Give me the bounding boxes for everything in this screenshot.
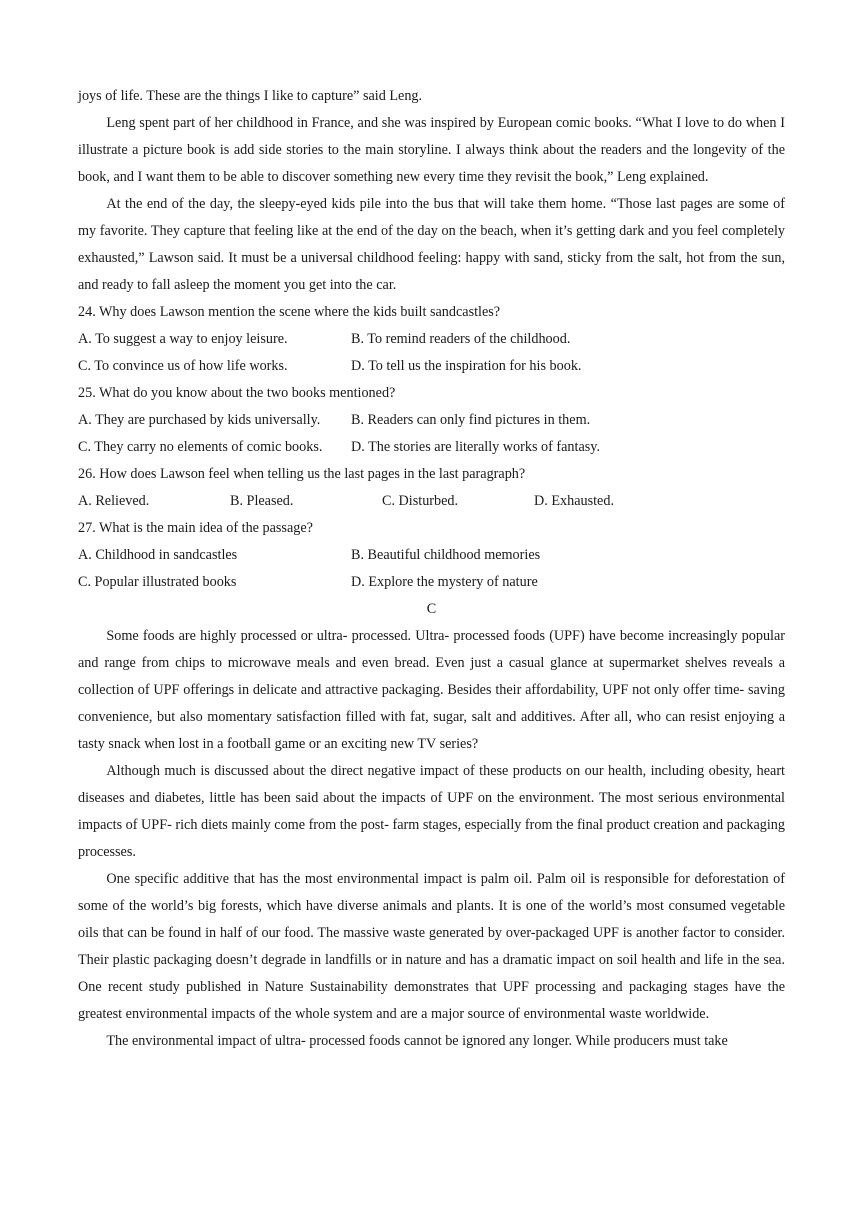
option-a: A. Childhood in sandcastles xyxy=(78,547,238,563)
option-b: B. Beautiful childhood memories xyxy=(351,547,541,563)
passage-b-paragraph: Leng spent part of her childhood in France, and she was inspired by European comic books. “What I love to do when I illustrate a picture book is add side stories to the main storyline. I always think about the readers and the longevity of the book, and I want them to be able to discover something new every time they revisit the book,” Leng explained. xyxy=(78,115,785,185)
option-d: D. The stories are literally works of fantasy. xyxy=(351,439,600,455)
option-a: A. To suggest a way to enjoy leisure. xyxy=(78,331,288,347)
passage-c-paragraph: One specific additive that has the most environmental impact is palm oil. Palm oil is responsible for deforestation of some of the world’s big forests, which have diverse animals and plants. It is one of the world’s most consumed vegetable oils that can be found in half of our food. The massive waste generated by over-packaged UPF is another factor to consider. Their plastic packaging doesn’t degrade in landfills or in nature and has a dramatic impact on soil health and life in the sea. One recent study published in Nature Sustainability demonstrates that UPF processing and packaging stages have the greatest environmental impacts of the whole system and are a major source of environmental waste worldwide. xyxy=(78,871,785,1022)
question-stem: 25. What do you know about the two books mentioned? xyxy=(78,385,396,401)
option-a: A. Relieved. xyxy=(78,493,150,509)
exam-page xyxy=(78,83,785,1055)
option-c: C. To convince us of how life works. xyxy=(78,358,288,374)
passage-c-paragraph: Some foods are highly processed or ultra- processed. Ultra- processed foods (UPF) have become increasingly popular and range from chips to microwave meals and even bread. Even just a casual glance at supermarket shelves reveals a collection of UPF offerings in delicate and attractive packaging. Besides their affordability, UPF not only offer time- saving convenience, but also momentary satisfaction filled with fat, sugar, salt and additives. After all, who can resist enjoying a tasty snack when lost in a football game or an exciting new TV series? xyxy=(78,628,785,752)
question-stem: 24. Why does Lawson mention the scene where the kids built sandcastles? xyxy=(78,304,501,320)
question-stem: 26. How does Lawson feel when telling us the last pages in the last paragraph? xyxy=(78,466,526,482)
question-25 xyxy=(78,380,785,461)
question-options xyxy=(78,407,785,461)
question-options xyxy=(78,326,785,380)
option-b: B. To remind readers of the childhood. xyxy=(351,331,571,347)
passage-b-paragraph: At the end of the day, the sleepy-eyed kids pile into the bus that will take them home. “Those last pages are some of my favorite. They capture that feeling like at the end of the day on the beach, when it’s getting dark and you feel completely exhausted,” Lawson said. It must be a universal childhood feeling: happy with sand, sticky from the salt, hot from the sun, and ready to fall asleep the moment you get into the car. xyxy=(78,196,785,293)
option-c: C. Disturbed. xyxy=(382,493,459,509)
passage-b-paragraph: joys of life. These are the things I like to capture” said Leng. xyxy=(78,88,423,104)
question-24 xyxy=(78,299,785,380)
question-stem: 27. What is the main idea of the passage? xyxy=(78,520,313,536)
option-d: D. Exhausted. xyxy=(534,493,614,509)
option-c: C. Popular illustrated books xyxy=(78,574,237,590)
passage-c-paragraph: Although much is discussed about the direct negative impact of these products on our health, including obesity, heart diseases and diabetes, little has been said about the impacts of UPF on the environment. The most serious environmental impacts of UPF- rich diets mainly come from the post- farm stages, especially from the final product creation and packaging processes. xyxy=(78,763,785,860)
option-a: A. They are purchased by kids universally. xyxy=(78,412,321,428)
option-b: B. Pleased. xyxy=(230,493,294,509)
section-heading-c: C xyxy=(426,601,437,617)
question-options xyxy=(78,542,785,596)
question-26 xyxy=(78,461,785,515)
option-b: B. Readers can only find pictures in them. xyxy=(351,412,591,428)
passage-c-paragraph: The environmental impact of ultra- processed foods cannot be ignored any longer. While producers must take xyxy=(106,1033,728,1049)
option-d: D. To tell us the inspiration for his book. xyxy=(351,358,582,374)
question-27 xyxy=(78,515,785,596)
option-d: D. Explore the mystery of nature xyxy=(351,574,538,590)
question-options xyxy=(78,488,785,515)
option-c: C. They carry no elements of comic books. xyxy=(78,439,323,455)
